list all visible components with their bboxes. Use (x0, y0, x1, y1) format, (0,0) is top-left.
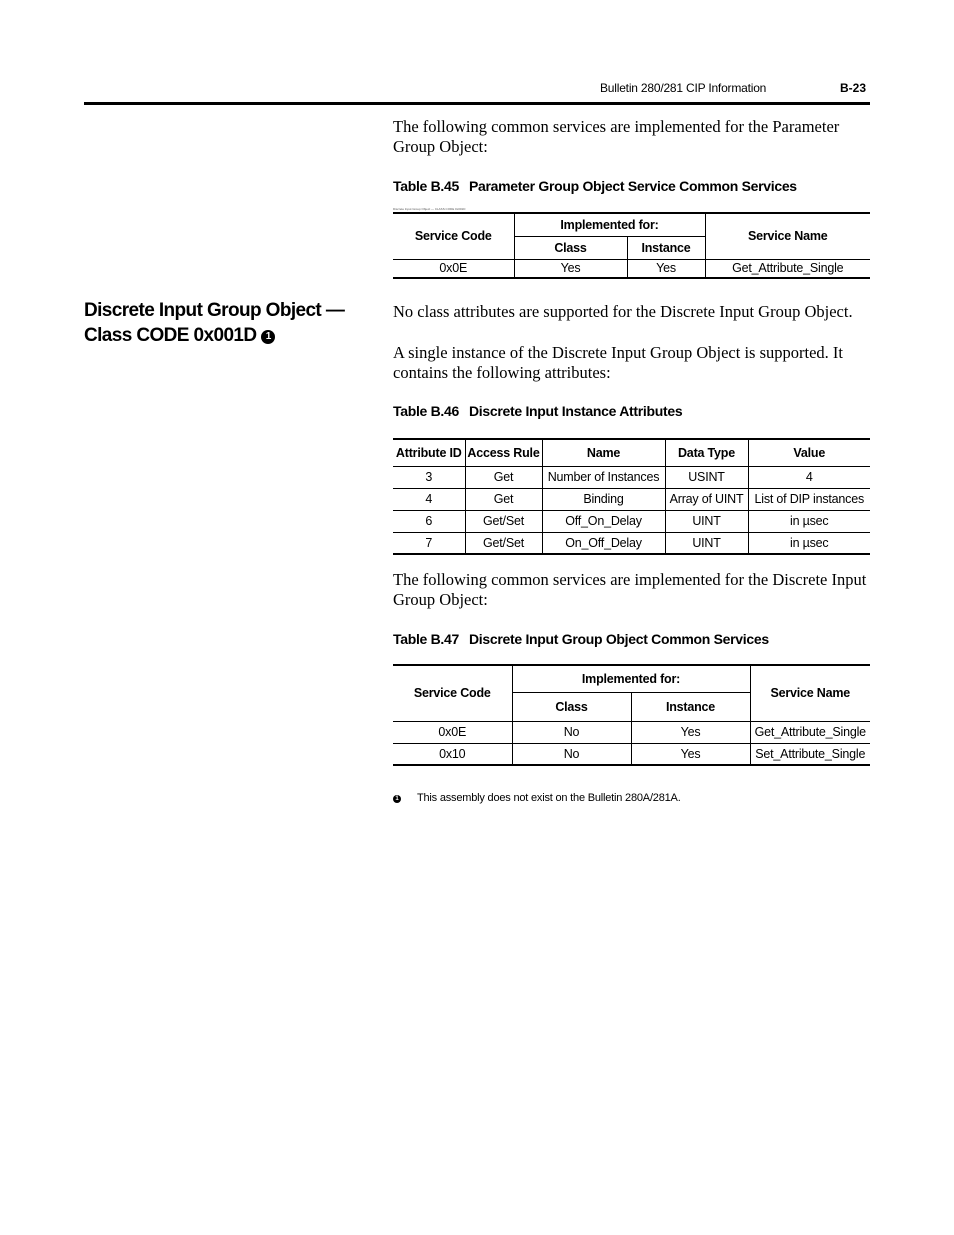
intro-paragraph-discrete-input: The following common services are implemented for the Discrete Input Group Object: (393, 570, 867, 609)
table-row (393, 466, 870, 488)
section-heading (84, 298, 354, 348)
table-b46-header-data-type: Data Type (665, 439, 748, 466)
table-row (393, 721, 870, 743)
footnote-number-icon: 1 (393, 795, 401, 803)
table-b47-cell-code: 0x10 (393, 743, 512, 765)
table-b47-cell-code: 0x0E (393, 721, 512, 743)
table-b46-header-attribute-id: Attribute ID (393, 439, 465, 466)
table-b47-header-service-name: Service Name (770, 686, 851, 701)
table-b47-cell-instance: Yes (631, 721, 750, 743)
table-row (393, 259, 870, 278)
table-b45-label: Table B.45 (393, 178, 459, 194)
table-b46-cell-name: On_Off_Delay (542, 532, 665, 554)
table-b47-header-instance: Instance (631, 692, 750, 721)
table-b46-cell-access: Get/Set (465, 532, 542, 554)
table-b45-header-service-name: Service Name (747, 229, 828, 244)
table-b47-cell-name: Get_Attribute_Single (754, 725, 866, 739)
table-b46-cell-access: Get (465, 466, 542, 488)
running-header-title: Bulletin 280/281 CIP Information (600, 81, 767, 95)
table-b46-cell-value: in µsec (790, 514, 829, 528)
table-b46-cell-value: in µsec (790, 535, 829, 550)
table-b46-header-value: Value (793, 445, 826, 460)
table-b47-header-implemented-for: Implemented for: (512, 665, 750, 692)
table-b45-header-class: Class (514, 236, 627, 259)
footnote-text: This assembly does not exist on the Bulletin 280A/281A. (417, 792, 681, 804)
paragraph-single-instance: A single instance of the Discrete Input Group Object is supported. It contains the following attributes: (393, 343, 843, 382)
footnote-marker-icon: 1 (261, 330, 275, 344)
table-b47 (393, 664, 870, 766)
table-b45-header-implemented-for: Implemented for: (514, 213, 705, 236)
table-b45-caption (393, 178, 797, 194)
table-b46-header-name: Name (542, 439, 665, 466)
table-b46-cell-type: UINT (665, 510, 748, 532)
table-b47-header-class: Class (512, 692, 631, 721)
table-b45-title: Parameter Group Object Service Common Services (469, 178, 797, 194)
footnote (393, 792, 681, 804)
table-b45-cell-code: 0x0E (393, 259, 514, 278)
table-b45 (393, 212, 870, 279)
intro-paragraph-parameter-group: The following common services are implemented for the Parameter Group Object: (393, 117, 840, 156)
table-b47-cell-class: No (512, 743, 631, 765)
table-b46-cell-access: Get (465, 488, 542, 510)
table-b46-cell-id: 3 (393, 466, 465, 488)
table-b45-cell-instance: Yes (627, 259, 705, 278)
table-row (393, 488, 870, 510)
table-b46-cell-access: Get/Set (465, 510, 542, 532)
table-b45-cell-name: Get_Attribute_Single (732, 261, 844, 276)
table-b46-cell-name: Binding (542, 488, 665, 510)
table-b46-cell-id: 7 (393, 532, 465, 554)
page-number: B-23 (840, 81, 867, 95)
table-b46-cell-type: USINT (665, 466, 748, 488)
table-b46-cell-id: 6 (393, 510, 465, 532)
table-b46-caption (393, 403, 682, 419)
table-b46-cell-value: 4 (805, 470, 813, 484)
header-rule (84, 102, 870, 105)
table-b47-cell-name: Set_Attribute_Single (755, 746, 866, 761)
table-b45-cell-class: Yes (514, 259, 627, 278)
table-b46 (393, 438, 870, 555)
table-b47-cell-class: No (512, 721, 631, 743)
table-b46-cell-name: Number of Instances (542, 466, 665, 488)
paragraph-no-class-attributes: No class attributes are supported for the Discrete Input Group Object. (393, 302, 853, 321)
table-b46-header-access-rule: Access Rule (465, 439, 542, 466)
table-b47-caption (393, 631, 769, 647)
table-b46-label: Table B.46 (393, 403, 459, 419)
table-b45-header-instance: Instance (627, 236, 705, 259)
table-b47-label: Table B.47 (393, 631, 459, 647)
section-heading-line2: Class CODE 0x001D (84, 325, 257, 346)
table-row (393, 743, 870, 765)
table-b46-cell-name: Off_On_Delay (542, 510, 665, 532)
table-b46-cell-value: List of DIP instances (754, 492, 864, 506)
table-b46-title: Discrete Input Instance Attributes (469, 403, 683, 419)
table-b47-title: Discrete Input Group Object Common Services (469, 631, 769, 647)
table-b46-cell-id: 4 (393, 488, 465, 510)
table-b46-cell-type: UINT (665, 532, 748, 554)
table-b45-tiny-note: Discrete Input Group Object — CLASS CODE 0x001D (393, 207, 466, 211)
section-heading-line1: Discrete Input Group Object — (84, 300, 345, 321)
table-row (393, 532, 870, 554)
table-b47-header-service-code: Service Code (393, 665, 512, 721)
table-b45-header-service-code: Service Code (393, 213, 514, 259)
table-row (393, 510, 870, 532)
table-b47-cell-instance: Yes (631, 743, 750, 765)
table-b46-cell-type: Array of UINT (665, 488, 748, 510)
